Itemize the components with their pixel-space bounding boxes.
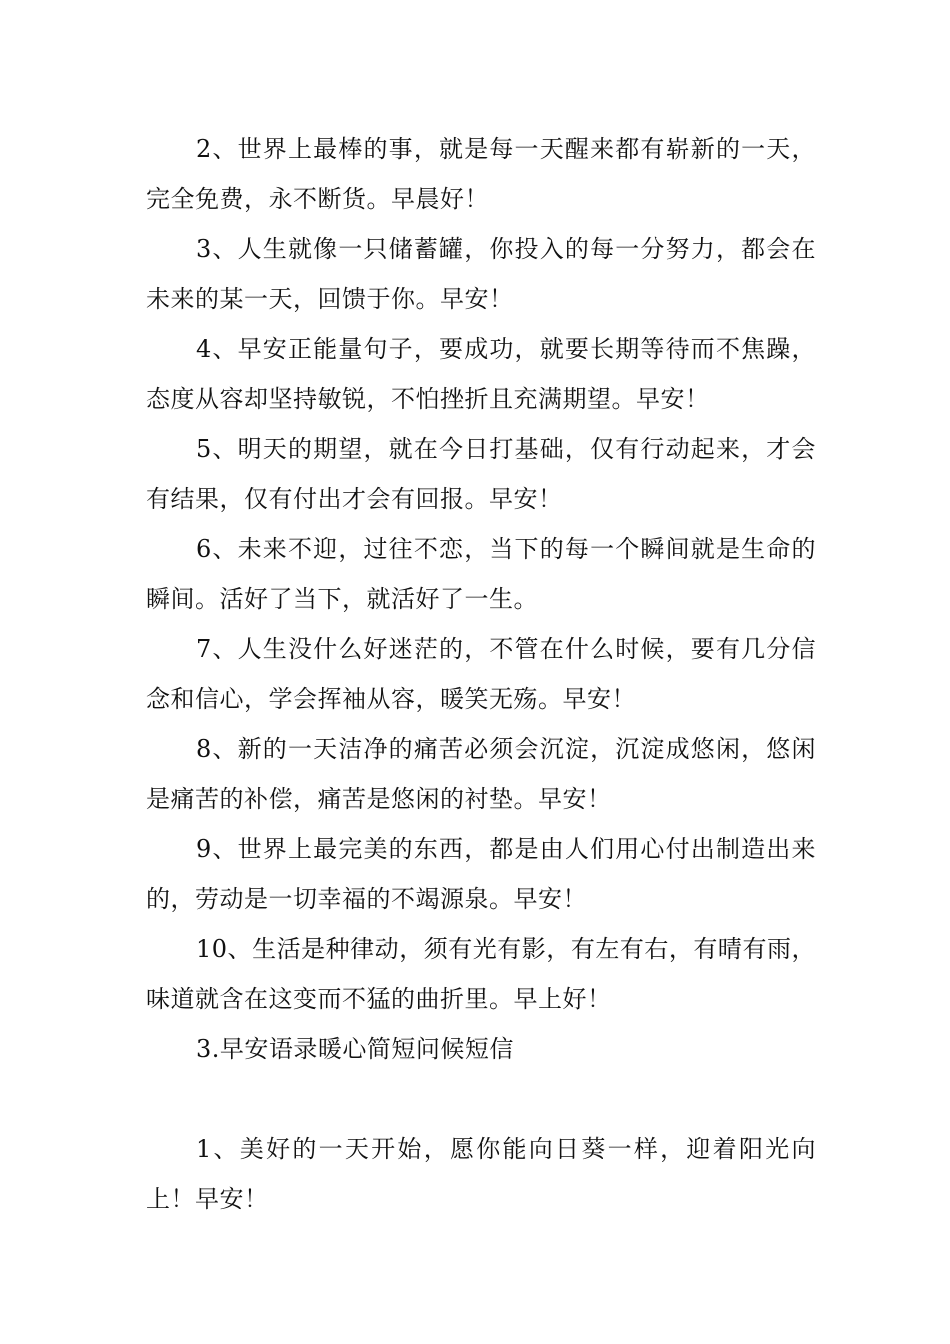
paragraph-item-5: 5、明天的期望，就在今日打基础，仅有行动起来，才会有结果，仅有付出才会有回报。早安！	[146, 435, 816, 513]
paragraph-item-1: 1、美好的一天开始，愿你能向日葵一样，迎着阳光向上！早安！	[146, 1135, 816, 1213]
document-body	[146, 124, 816, 1224]
paragraph-item-2: 2、世界上最棒的事，就是每一天醒来都有崭新的一天，完全免费，永不断货。早晨好！	[146, 135, 816, 213]
paragraph-item-9: 9、世界上最完美的东西，都是由人们用心付出制造出来的，劳动是一切幸福的不竭源泉。早安！	[146, 835, 816, 913]
section-heading: 3.早安语录暖心简短问候短信	[196, 1035, 514, 1063]
paragraph-item-8: 8、新的一天洁净的痛苦必须会沉淀，沉淀成悠闲，悠闲是痛苦的补偿，痛苦是悠闲的衬垫。早安！	[146, 735, 816, 813]
paragraph-item-10: 10、生活是种律动，须有光有影，有左有右，有晴有雨，味道就含在这变而不猛的曲折里。早上好！	[146, 935, 816, 1013]
paragraph-item-3: 3、人生就像一只储蓄罐，你投入的每一分努力，都会在未来的某一天，回馈于你。早安！	[146, 235, 816, 313]
paragraph-item-6: 6、未来不迎，过往不恋，当下的每一个瞬间就是生命的瞬间。活好了当下，就活好了一生。	[146, 535, 816, 613]
paragraph-item-4: 4、早安正能量句子，要成功，就要长期等待而不焦躁，态度从容却坚持敏锐，不怕挫折且充满期望。早安！	[146, 335, 816, 413]
section-spacer	[146, 1074, 816, 1124]
paragraph-item-7: 7、人生没什么好迷茫的，不管在什么时候，要有几分信念和信心，学会挥袖从容，暖笑无殇。早安！	[146, 635, 816, 713]
